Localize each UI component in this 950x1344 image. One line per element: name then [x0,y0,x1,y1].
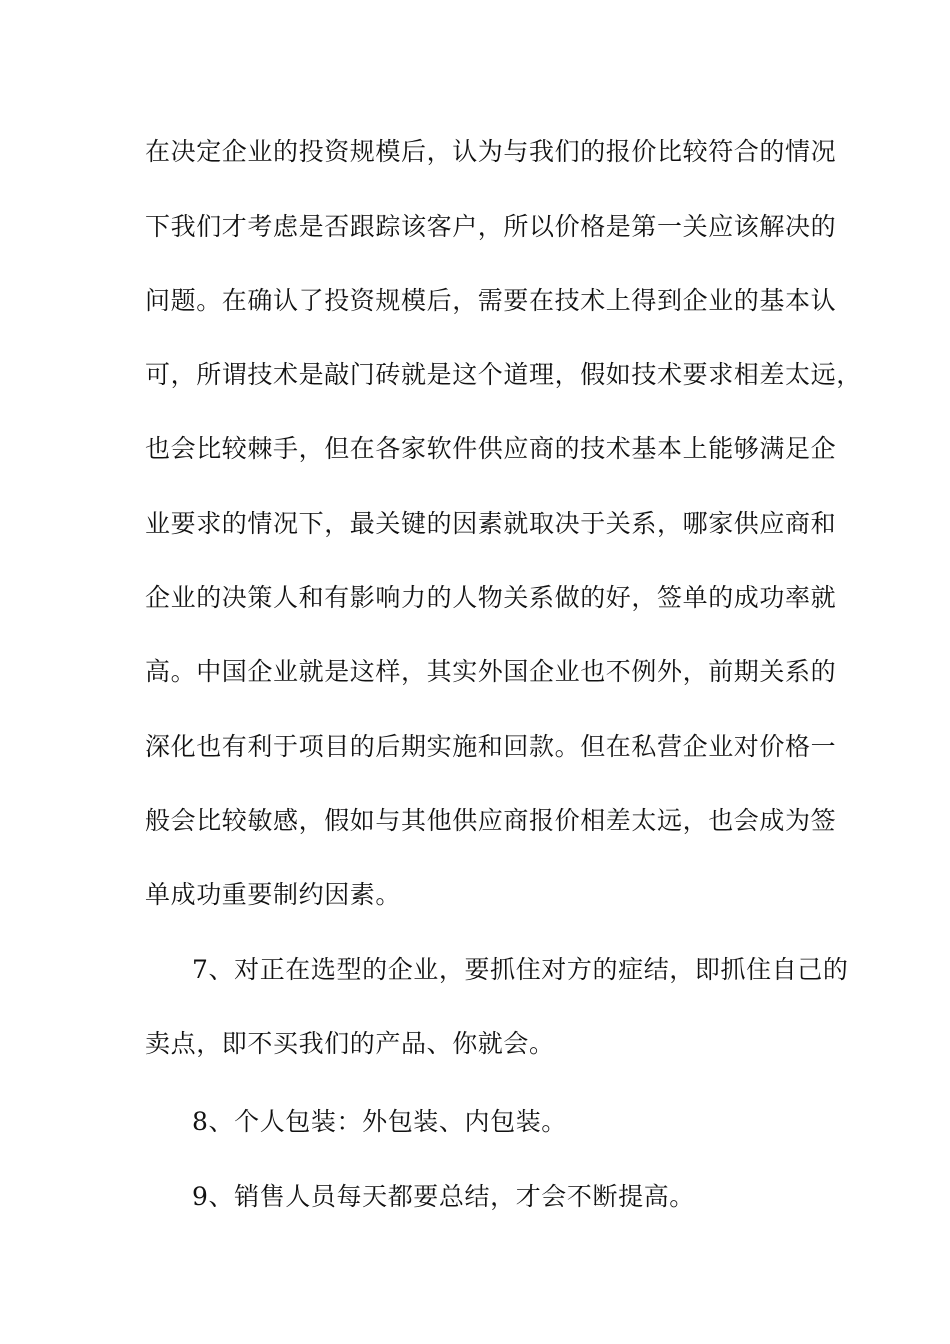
paragraph-line: 高。中国企业就是这样，其实外国企业也不例外，前期关系的 [145,657,837,686]
list-item-9: 9、销售人员每天都要总结，才会不断提高。 [192,1182,695,1211]
paragraph-line: 业要求的情况下，最关键的因素就取决于关系，哪家供应商和 [145,509,837,538]
paragraph-line: 下我们才考虑是否跟踪该客户，所以价格是第一关应该解决的 [145,212,837,241]
paragraph-line: 般会比较敏感，假如与其他供应商报价相差太远，也会成为签 [145,806,837,835]
paragraph-line: 问题。在确认了投资规模后，需要在技术上得到企业的基本认 [145,286,837,315]
list-item-7-line: 7、对正在选型的企业，要抓住对方的症结，即抓住自己的 [192,955,849,984]
paragraph-line: 深化也有利于项目的后期实施和回款。但在私营企业对价格一 [145,732,837,761]
paragraph-line: 可，所谓技术是敲门砖就是这个道理，假如技术要求相差太远， [145,360,862,389]
paragraph-line: 也会比较棘手，但在各家软件供应商的技术基本上能够满足企 [145,434,837,463]
paragraph-line: 单成功重要制约因素。 [145,880,402,909]
paragraph-line: 在决定企业的投资规模后，认为与我们的报价比较符合的情况 [145,137,837,166]
list-item-8: 8、个人包装：外包装、内包装。 [192,1107,567,1136]
list-item-7-line: 卖点，即不买我们的产品、你就会。 [145,1029,555,1058]
paragraph-line: 企业的决策人和有影响力的人物关系做的好，签单的成功率就 [145,583,837,612]
